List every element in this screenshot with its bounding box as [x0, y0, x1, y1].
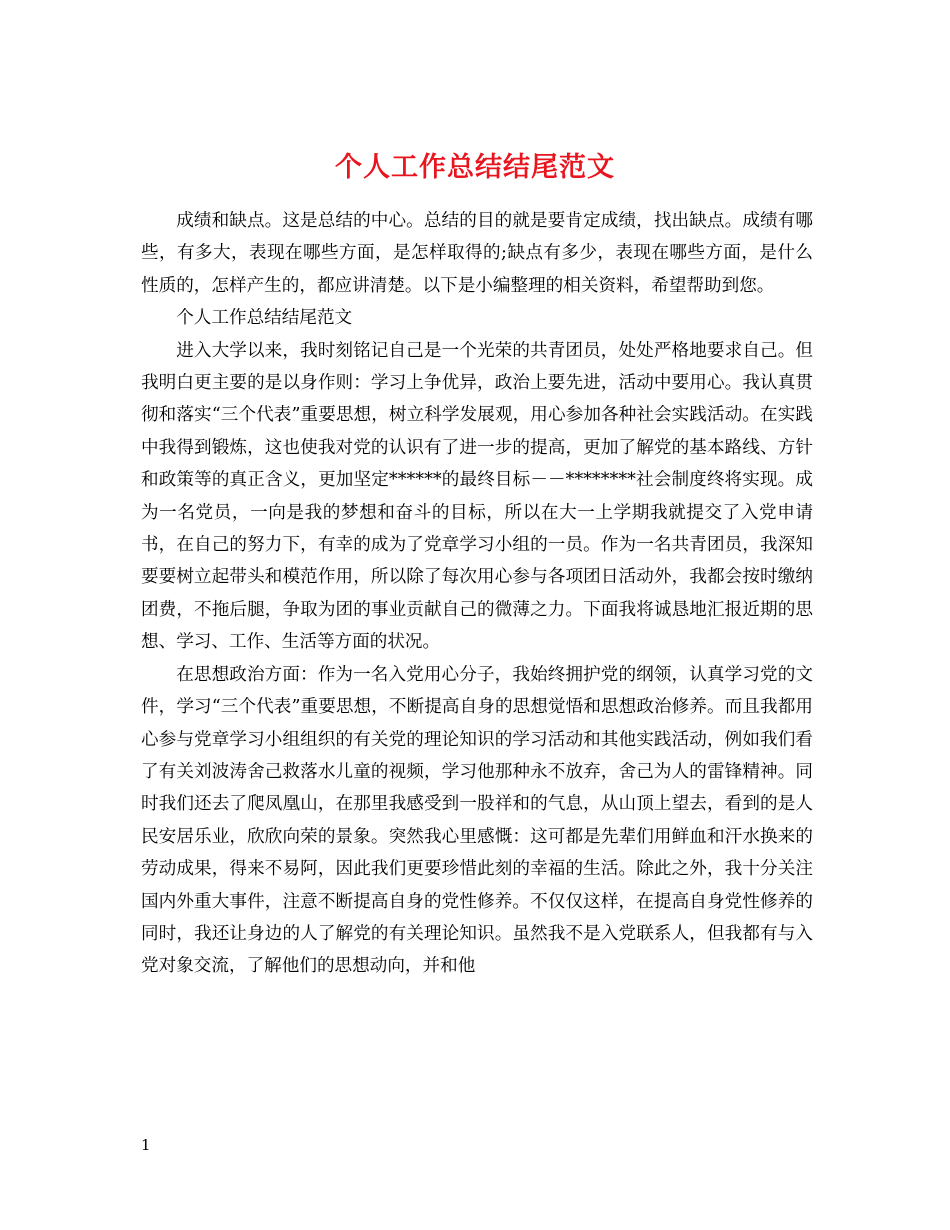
paragraph-political: 在思想政治方面：作为一名入党用心分子，我始终拥护党的纲领，认真学习党的文件，学习“三个代表”重要思想，不断提高自身的思想觉悟和思想政治修养。而且我都用心参与党章学习小组组织的有关党的理论知识的学习活动和其他实践活动，例如我们看了有关刘波涛舍己救落水儿童的视频，学习他那种永不放弃，舍己为人的雷锋精神。同时我们还去了爬凤凰山，在那里我感受到一股祥和的气息，从山顶上望去，看到的是人民安居乐业，欣欣向荣的景象。突然我心里感慨：这可都是先辈们用鲜血和汗水换来的劳动成果，得来不易阿，因此我们更要珍惜此刻的幸福的生活。除此之外，我十分关注国内外重大事件，注意不断提高自身的党性修养。不仅仅这样，在提高自身党性修养的同时，我还让身边的人了解党的有关理论知识。虽然我不是入党联系人，但我都有与入党对象交流，了解他们的思想动向，并和他 [141, 664, 813, 977]
paragraph-subheading: 个人工作总结结尾范文 [176, 308, 353, 329]
paragraph-intro: 成绩和缺点。这是总结的中心。总结的目的就是要肯定成绩，找出缺点。成绩有哪些，有多大，表现在哪些方面，是怎样取得的;缺点有多少，表现在哪些方面，是什么性质的，怎样产生的，都应讲清楚。以下是小编整理的相关资料，希望帮助到您。 [141, 211, 813, 296]
document-body [141, 205, 813, 983]
paragraph-university: 进入大学以来，我时刻铭记自己是一个光荣的共青团员，处处严格地要求自己。但我明白更主要的是以身作则：学习上争优异，政治上要先进，活动中要用心。我认真贯彻和落实“三个代表”重要思想，树立科学发展观，用心参加各种社会实践活动。在实践中我得到锻炼，这也使我对党的认识有了进一步的提高，更加了解党的基本路线、方针和政策等的真正含义，更加坚定******的最终目标－－********社会制度终将实现。成为一名党员，一向是我的梦想和奋斗的目标，所以在大一上学期我就提交了入党申请书，在自己的努力下，有幸的成为了党章学习小组的一员。作为一名共青团员，我深知要要树立起带头和模范作用，所以除了每次用心参与各项团日活动外，我都会按时缴纳团费，不拖后腿，争取为团的事业贡献自己的微薄之力。下面我将诚恳地汇报近期的思想、学习、工作、生活等方面的状况。 [141, 340, 813, 653]
document-title: 个人工作总结结尾范文 [335, 152, 615, 184]
page-number: 1 [141, 1136, 151, 1154]
